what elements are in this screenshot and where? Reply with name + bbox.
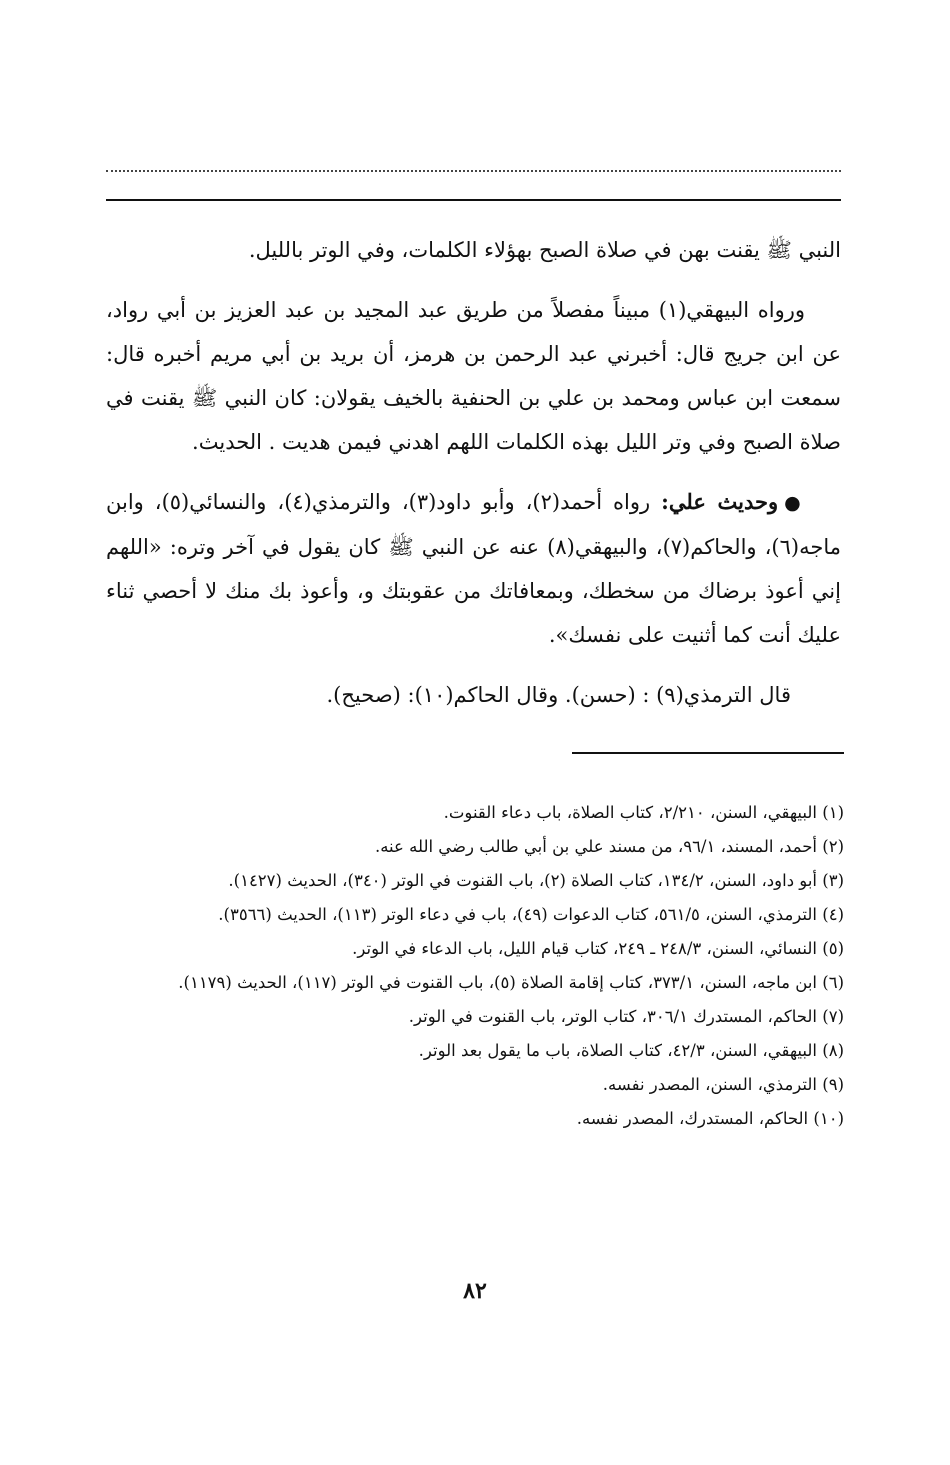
footnote-8: (٨) البيهقي، السنن، ٤٢/٣، كتاب الصلاة، باب ما يقول بعد الوتر.	[418, 1041, 844, 1060]
footnote-7: (٧) الحاكم، المستدرك ٣٠٦/١، كتاب الوتر، باب القنوت في الوتر.	[408, 1007, 844, 1026]
paragraph-2: ورواه البيهقي(١) مبيناً مفصلاً من طريق عبد المجيد بن عبد العزيز بن أبي رواد، عن ابن جريج قال: أخبرني عبد الرحمن بن هرمز، أن بريد بن أبي مريم أخبره قال: سمعت ابن عباس ومحمد بن علي بن الحنفية بالخيف يقولان: كان النبي ﷺ يقنت في صلاة الصبح وفي وتر الليل بهذه الكلمات اللهم اهدني فيمن هديت . الحديث.	[106, 298, 841, 454]
footnote-6: (٦) ابن ماجه، السنن، ٣٧٣/١، كتاب إقامة الصلاة (٥)، باب القنوت في الوتر (١١٧)، الحديث (١١٧٩).	[178, 973, 844, 992]
footnotes	[106, 796, 844, 1136]
footnote-5: (٥) النسائي، السنن، ٢٤٨/٣ ـ ٢٤٩، كتاب قيام الليل، باب الدعاء في الوتر.	[352, 939, 844, 958]
footnote-3: (٣) أبو داود، السنن، ١٣٤/٢، كتاب الصلاة (٢)، باب القنوت في الوتر (٣٤٠)، الحديث (١٤٢٧).	[228, 871, 844, 890]
paragraph-3-lead: وحديث علي:	[661, 489, 779, 514]
footnote-9: (٩) الترمذي، السنن، المصدر نفسه.	[602, 1075, 844, 1094]
page-number: ٨٢	[463, 1278, 487, 1304]
header-rule	[106, 199, 841, 201]
paragraph-3	[106, 480, 841, 657]
header-dotted-rule	[106, 170, 841, 172]
footnote-2: (٢) أحمد، المسند، ٩٦/١، من مسند علي بن أبي طالب رضي الله عنه.	[374, 837, 844, 856]
footnote-10: (١٠) الحاكم، المستدرك، المصدر نفسه.	[576, 1109, 844, 1128]
footnote-4: (٤) الترمذي، السنن، ٥٦١/٥، كتاب الدعوات (٤٩)، باب في دعاء الوتر (١١٣)، الحديث (٣٥٦٦).	[218, 905, 844, 924]
paragraph-1: النبي ﷺ يقنت بهن في صلاة الصبح بهؤلاء الكلمات، وفي الوتر بالليل.	[248, 238, 841, 262]
bullet-icon: ●	[784, 492, 805, 514]
footnote-separator	[572, 752, 844, 754]
footnote-1: (١) البيهقي، السنن، ٢/٢١٠، كتاب الصلاة، باب دعاء القنوت.	[443, 803, 844, 822]
paragraph-3-text: رواه أحمد(٢)، وأبو داود(٣)، والترمذي(٤)، والنسائي(٥)، وابن ماجه(٦)، والحاكم(٧)، والبيهقي(٨) عنه عن النبي ﷺ كان يقول في آخر وتره: «اللهم إني أعوذ برضاك من سخطك، وبمعافاتك من عقوبتك و، وأعوذ بك منك لا أحصي ثناء عليك أنت كما أثنيت على نفسك».	[106, 490, 841, 647]
main-text	[106, 228, 841, 733]
paragraph-4: قال الترمذي(٩) : (حسن). وقال الحاكم(١٠): (صحيح).	[326, 683, 791, 707]
